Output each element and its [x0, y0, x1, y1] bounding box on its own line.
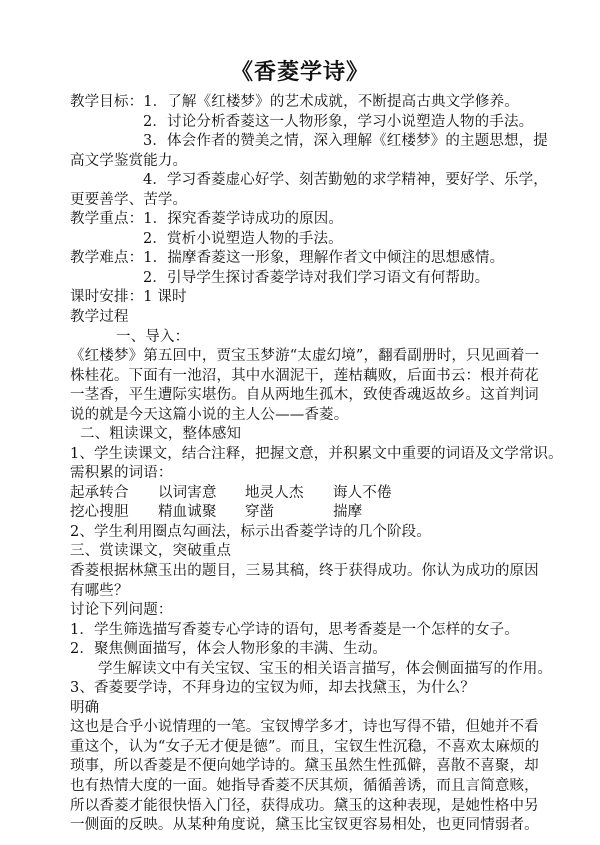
answer-paragraph-line: 重这个，认为“女子无才便是德”。而且，宝钗生性沉稳，不喜欢太麻烦的 — [70, 738, 540, 755]
answer-paragraph-line: 琐事，所以香菱是不便向她学诗的。黛玉虽然生性孤僻，喜散不喜聚，却 — [70, 758, 539, 775]
vocab-term: 地灵人杰 — [245, 484, 304, 501]
objective-item-2: 2．讨论分析香菱这一人物形象，学习小说塑造人物的手法。 — [143, 113, 534, 130]
vocab-term: 诲人不倦 — [333, 484, 392, 501]
vocab-label: 需积累的词语： — [70, 465, 173, 482]
intro-paragraph-line: 说的就是今天这篇小说的主人公——香菱。 — [70, 406, 349, 423]
answer-paragraph-line: 也有热情大度的一面。她指导香菱不厌其烦，循循善诱，而且言简意赅， — [70, 777, 539, 794]
intro-paragraph-line: 《红楼梦》第五回中，贾宝玉梦游“太虚幻境”，翻看副册时，只见画着一 — [70, 348, 540, 364]
objective-item-1: 1．了解《红楼梦》的艺术成就，不断提高古典文学修养。 — [143, 94, 519, 110]
discussion-label: 讨论下列问题： — [70, 602, 173, 619]
vocab-term: 揣摩 — [333, 504, 363, 521]
vocab-term: 精血诚聚 — [158, 504, 217, 521]
teaching-process-heading: 教学过程 — [70, 308, 129, 325]
intro-paragraph-line: 株桂花。下面有一池沼，其中水涸泥干，莲枯藕败，后面书云：根并荷花 — [70, 367, 539, 384]
document-title: 《香菱学诗》 — [230, 60, 369, 85]
class-schedule: 课时安排：1 课时 — [70, 289, 187, 306]
answer-paragraph-line: 一侧面的反映。从某种角度说，黛玉比宝钗更容易相处，也更同情弱者。 — [70, 817, 539, 833]
objective-item-3b: 高文学鉴赏能力。 — [70, 152, 188, 169]
objectives-label: 教学目标： — [70, 94, 144, 110]
section-3-question-line: 香菱根据林黛玉出的题目，三易其稿，终于获得成功。你认为成功的原因 — [70, 563, 539, 579]
vocab-term: 起承转合 — [70, 484, 129, 501]
discussion-question-2-detail: 学生解读文中有关宝钗、宝玉的相关语言描写，体会侧面描写的作用。 — [98, 660, 553, 677]
answer-paragraph-line: 这也是合乎小说情理的一笔。宝钗博学多才，诗也写得不错，但她并不看 — [70, 719, 539, 736]
difficulty-item-1: 1．揣摩香菱这一形象，理解作者文中倾注的思想感情。 — [143, 250, 505, 267]
difficulties-line-1 — [70, 248, 504, 268]
section-2-step-2: 2、学生利用圈点勾画法，标示出香菱学诗的几个阶段。 — [70, 523, 431, 540]
vocab-term: 穿凿 — [245, 504, 275, 521]
section-3-question-line: 有哪些？ — [70, 582, 129, 599]
clarify-label: 明确 — [70, 699, 100, 716]
difficulties-label: 教学难点： — [70, 250, 144, 267]
objective-item-4b: 更要善学、苦学。 — [70, 191, 188, 208]
key-points-line-1 — [70, 209, 343, 229]
objectives-line-1 — [70, 92, 519, 112]
vocab-term: 挖心搜胆 — [70, 504, 129, 521]
objective-item-4a: 4．学习香菱虚心好学、刻苦勤勉的求学精神，要好学、乐学， — [143, 172, 548, 189]
vocab-term: 以词害意 — [158, 484, 217, 501]
intro-paragraph-line: 一茎香，平生遭际实堪伤。自从两地生孤木，致使香魂返故乡。这首判词 — [70, 387, 539, 404]
key-point-item-1: 1．探究香菱学诗成功的原因。 — [143, 211, 344, 228]
section-3-heading: 三、赏读课文，突破重点 — [70, 543, 232, 560]
answer-paragraph-line: 所以香菱才能很快悟入门径，获得成功。黛玉的这种表现，是她性格中另 — [70, 797, 539, 814]
difficulty-item-2: 2．引导学生探讨香菱学诗对我们学习语文有何帮助。 — [143, 269, 490, 286]
key-point-item-2: 2．赏析小说塑造人物的手法。 — [143, 230, 343, 247]
discussion-question-2: 2．聚焦侧面描写，体会人物形象的丰满、生动。 — [70, 641, 388, 658]
section-2-heading: 二、粗读课文，整体感知 — [80, 426, 242, 443]
section-1-heading: 一、导入： — [116, 328, 190, 345]
discussion-question-3: 3、香菱要学诗，不拜身边的宝钗为师，却去找黛玉，为什么？ — [70, 680, 475, 697]
section-2-step-1: 1、学生读课文，结合注释，把握文意，并积累文中重要的词语及文学常识。 — [70, 445, 563, 462]
key-points-label: 教学重点： — [70, 211, 144, 228]
objective-item-3a: 3．体会作者的赞美之情，深入理解《红楼梦》的主题思想，提 — [143, 133, 548, 150]
discussion-question-1: 1．学生筛选描写香菱专心学诗的语句，思考香菱是一个怎样的女子。 — [70, 621, 519, 638]
